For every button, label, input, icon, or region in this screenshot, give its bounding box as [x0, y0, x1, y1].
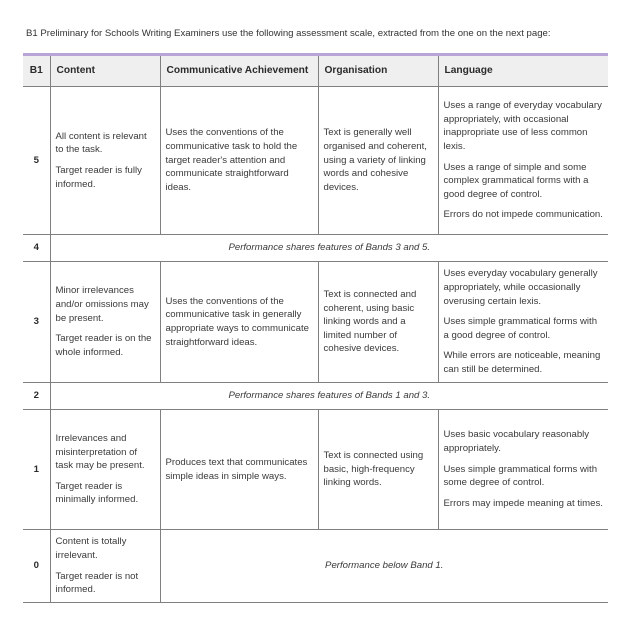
table-header-row: [23, 55, 608, 87]
cell-text: Uses everyday vocabulary generally appropriately, while occasionally overusing certain lexis.: [443, 268, 598, 307]
band-number: 4: [23, 235, 50, 262]
table-row-band-2: [23, 383, 608, 410]
cell-text: Produces text that communicates simple ideas in simple ways.: [165, 456, 308, 482]
language-cell: [438, 410, 608, 530]
cell-text: Errors may impede meaning at times.: [443, 497, 603, 509]
cell-text: Minor irrelevances and/or omissions may be present.: [55, 285, 149, 324]
cell-text: Content is totally irrelevant.: [55, 536, 127, 561]
cell-text: Target reader is minimally informed.: [55, 480, 139, 506]
band-number: 0: [23, 530, 50, 603]
content-cell: [50, 410, 160, 530]
cell-text: All content is relevant to the task.: [55, 130, 147, 156]
cell-text: Text is connected and coherent, using basic linking words and a limited number of cohesive devices.: [323, 288, 417, 355]
header-content: Content: [50, 55, 160, 87]
cell-text: Uses simple grammatical forms with a good degree of control.: [443, 316, 598, 341]
assessment-scale-table: [23, 53, 608, 603]
language-cell: [438, 87, 608, 235]
cell-text: Target reader is on the whole informed.: [55, 333, 152, 358]
organisation-cell: [318, 87, 438, 235]
communicative-cell: [160, 410, 318, 530]
organisation-cell: [318, 410, 438, 530]
cell-text: Uses the conventions of the communicative task to hold the target reader's attention and communicate straightforward ideas.: [165, 127, 298, 193]
header-b1: B1: [23, 55, 50, 87]
header-organisation: Organisation: [318, 55, 438, 87]
cell-text: Uses the conventions of the communicative task in generally appropriate ways to communicate straightforward ideas.: [165, 295, 309, 348]
communicative-cell: [160, 262, 318, 383]
merged-performance-cell: Performance shares features of Bands 1 and 3.: [50, 383, 608, 410]
cell-text: Text is generally well organised and coherent, using a variety of linking words and cohesive devices.: [323, 127, 427, 193]
content-cell: [50, 262, 160, 383]
table-row-band-4: [23, 235, 608, 262]
cell-text: Uses a range of simple and some complex grammatical forms with a good degree of control.: [443, 161, 589, 200]
cell-text: Target reader is not informed.: [55, 570, 139, 596]
cell-text: Uses basic vocabulary reasonably appropriately.: [443, 429, 590, 455]
intro-text: B1 Preliminary for Schools Writing Examiners use the following assessment scale, extracted from the one on the next page:: [26, 28, 551, 39]
cell-text: Uses a range of everyday vocabulary appropriately, with occasional inappropriate use of less common lexis.: [443, 100, 602, 152]
merged-performance-cell: Performance shares features of Bands 3 and 5.: [50, 235, 608, 262]
band-number: 3: [23, 262, 50, 383]
language-cell: [438, 262, 608, 383]
table-row-band-0: [23, 530, 608, 603]
band-number: 1: [23, 410, 50, 530]
cell-text: Errors do not impede communication.: [443, 209, 603, 221]
organisation-cell: [318, 262, 438, 383]
cell-text: While errors are noticeable, meaning can still be determined.: [443, 350, 601, 376]
content-cell: [50, 87, 160, 235]
table-row-band-1: [23, 410, 608, 530]
header-language: Language: [438, 55, 608, 87]
cell-text: Text is connected using basic, high-frequency linking words.: [323, 450, 424, 489]
table-row-band-5: [23, 87, 608, 235]
communicative-cell: [160, 87, 318, 235]
merged-performance-cell: Performance below Band 1.: [160, 530, 608, 603]
cell-text: Uses simple grammatical forms with some degree of control.: [443, 463, 598, 489]
band-number: 2: [23, 383, 50, 410]
header-communicative-achievement: Communicative Achievement: [160, 55, 318, 87]
content-cell: [50, 530, 160, 603]
cell-text: Irrelevances and misinterpretation of task may be present.: [55, 432, 145, 472]
cell-text: Target reader is fully informed.: [55, 165, 142, 190]
table-row-band-3: [23, 262, 608, 383]
band-number: 5: [23, 87, 50, 235]
